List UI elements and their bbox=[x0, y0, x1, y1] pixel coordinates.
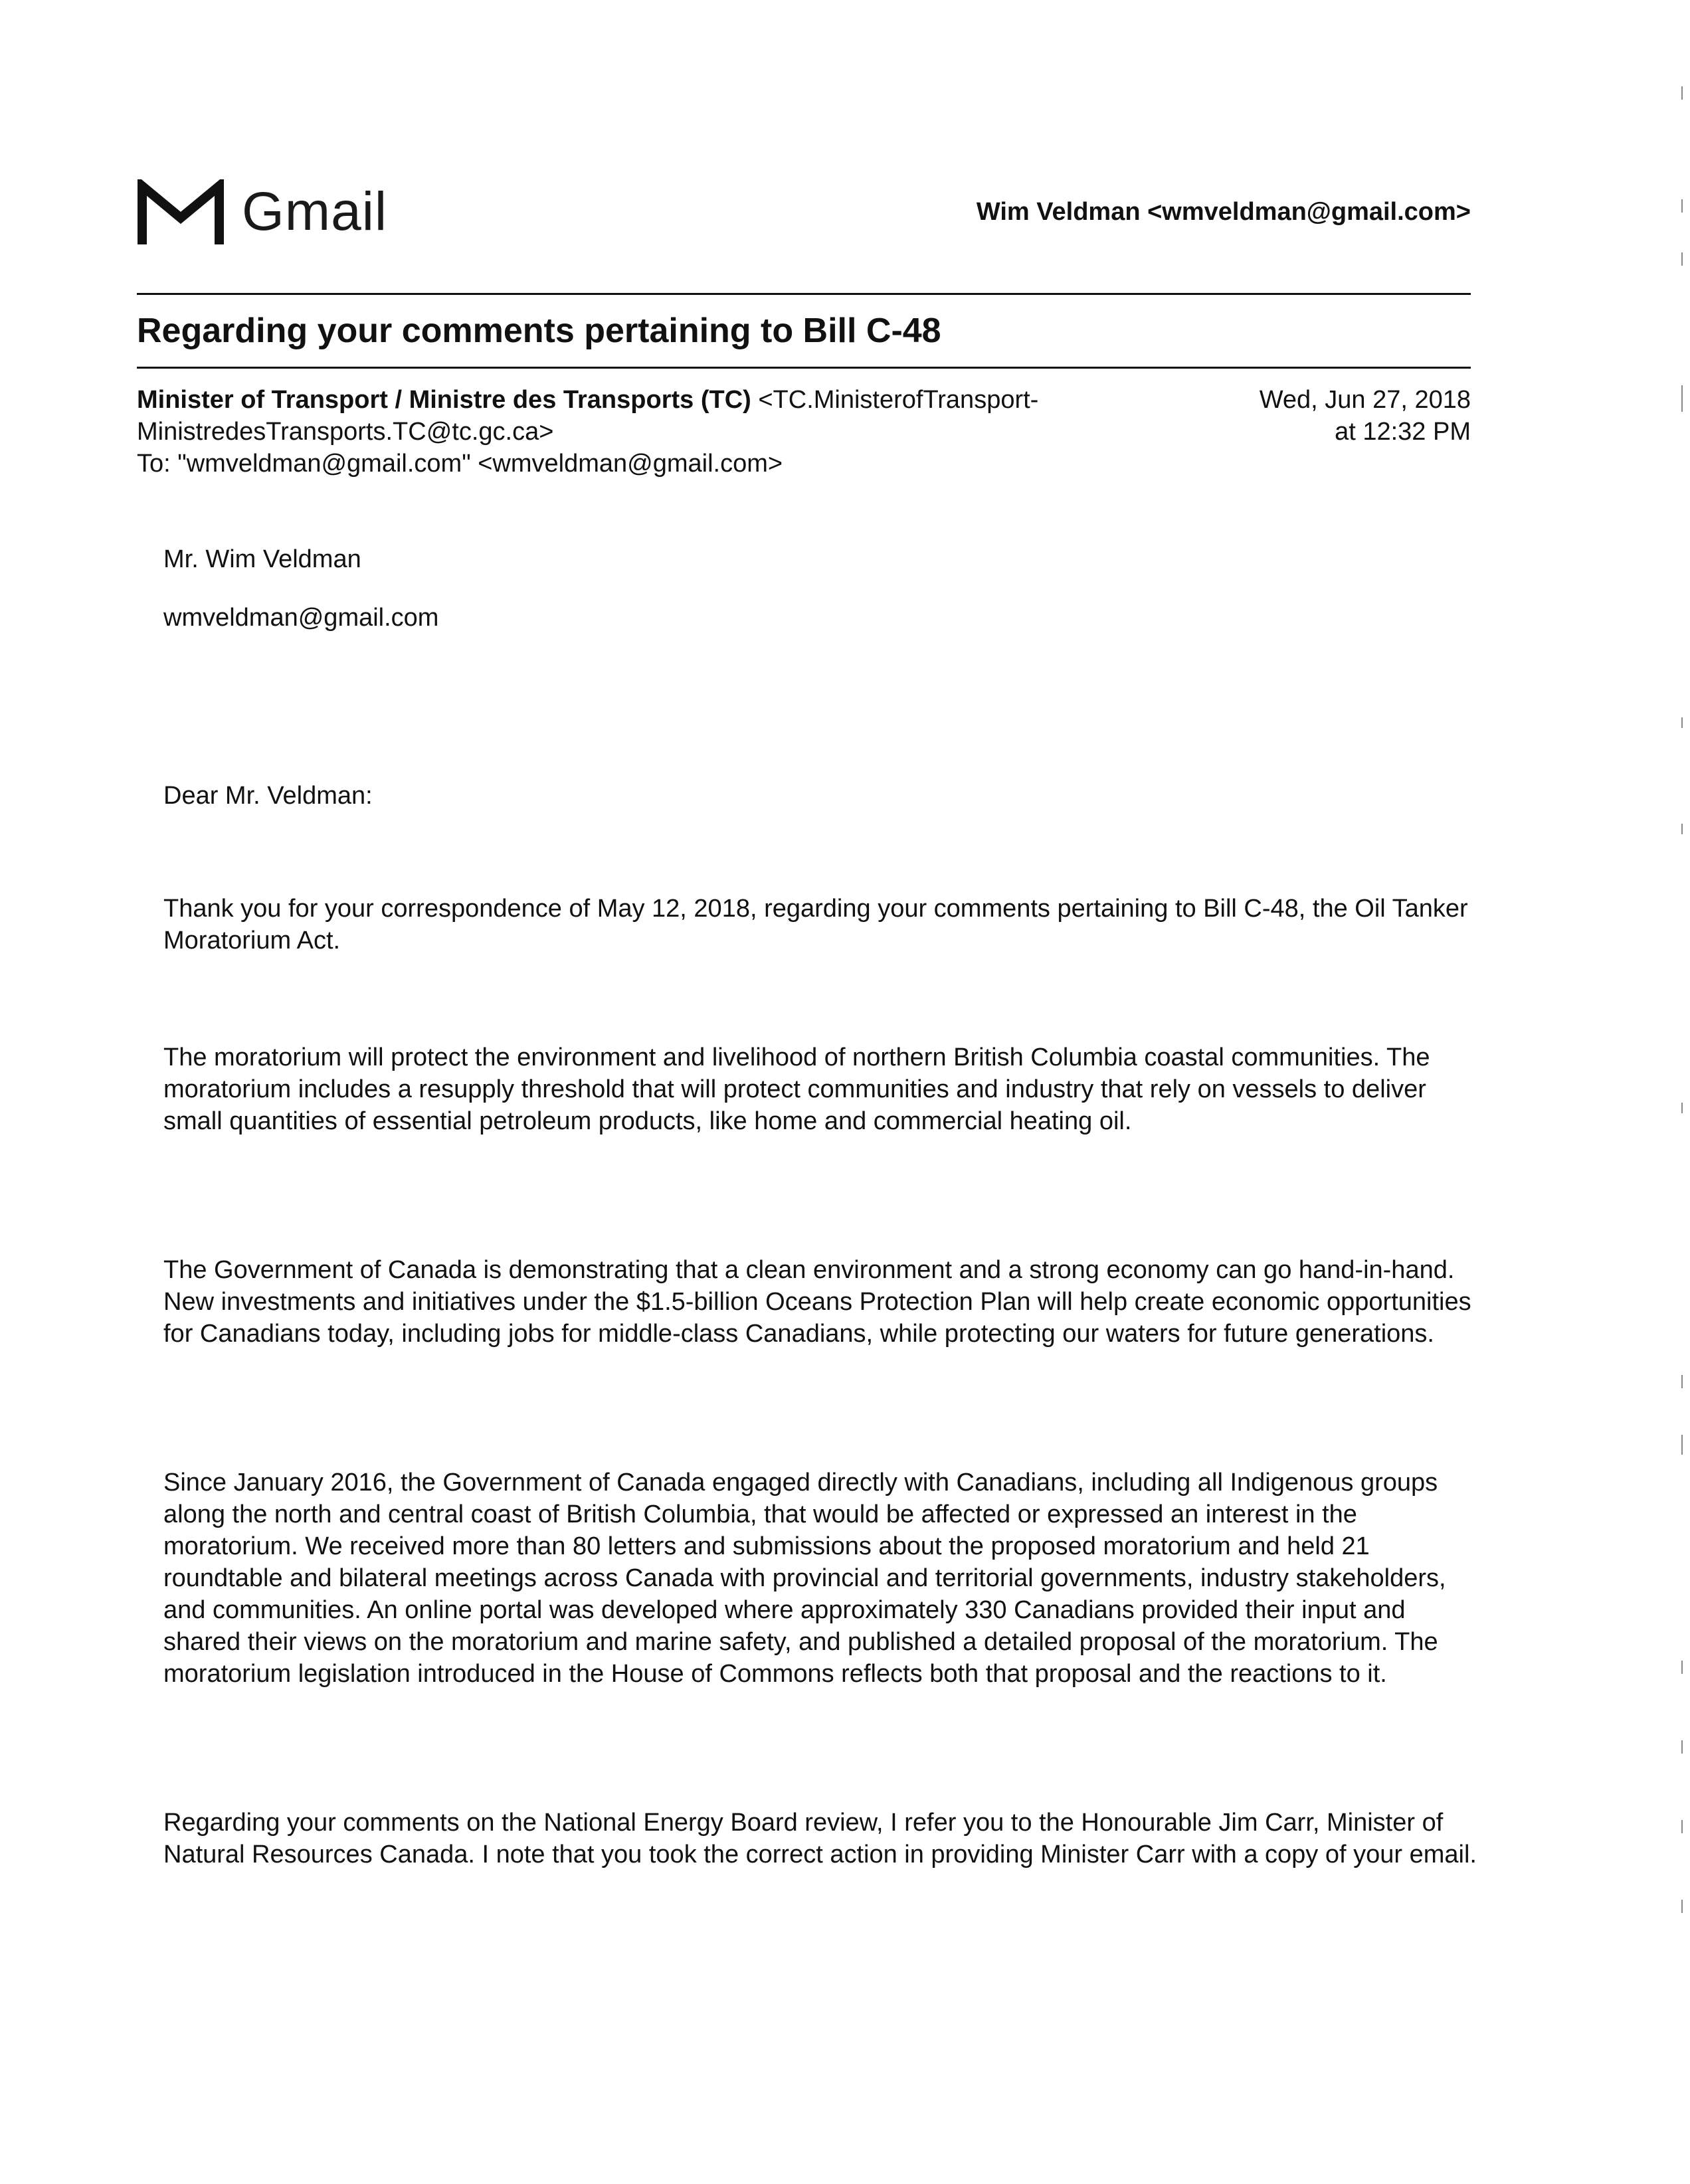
date-line: Wed, Jun 27, 2018 bbox=[1259, 386, 1471, 414]
paragraph-text: Regarding your comments on the National Energy Board review, I refer you to the Honourable Jim Carr, Minister of Natural Resources Canada. I note that you took the correct action in providing Minister Carr with a copy of your email. bbox=[163, 1809, 1477, 1868]
account-identity: Wim Veldman <wmveldman@gmail.com> bbox=[976, 198, 1471, 226]
message-meta bbox=[137, 384, 1173, 480]
paragraph-text: The Government of Canada is demonstrating that a clean environment and a strong economy can go hand-in-hand. New investments and initiatives under the $1.5-billion Oceans Protection Plan will help create economic opportunities for Canadians today, including jobs for middle-class Canadians, while protecting our waters for future generations. bbox=[163, 1256, 1471, 1348]
letter-salutation bbox=[163, 780, 1479, 812]
email-subject: Regarding your comments pertaining to Bill C-48 bbox=[137, 312, 941, 350]
letter-paragraph-2 bbox=[163, 1042, 1479, 1137]
sender-name: Minister of Transport / Ministre des Transports (TC) bbox=[137, 386, 751, 414]
subject-divider bbox=[137, 367, 1471, 369]
letter-paragraph-3 bbox=[163, 1254, 1479, 1350]
gmail-logo bbox=[137, 179, 387, 244]
time-line: at 12:32 PM bbox=[1335, 418, 1471, 446]
letter-paragraph-4 bbox=[163, 1467, 1479, 1690]
gmail-logo-text: Gmail bbox=[242, 181, 388, 242]
letter-recipient-name bbox=[163, 543, 1479, 575]
letter-recipient-email bbox=[163, 602, 1479, 634]
recipient-name-text: Mr. Wim Veldman bbox=[163, 545, 361, 573]
letter-paragraph-5 bbox=[163, 1807, 1479, 1870]
sender-address-part1: <TC.MinisterofTransport- bbox=[751, 386, 1039, 414]
recipient-line: To: "wmveldman@gmail.com" <wmveldman@gmail.com> bbox=[137, 450, 783, 478]
paragraph-text: The moratorium will protect the environment and livelihood of northern British Columbia coastal communities. The moratorium includes a resupply threshold that will protect communities and industry that rely on vessels to deliver small quantities of essential petroleum products, like home and commercial heating oil. bbox=[163, 1044, 1430, 1135]
header-divider bbox=[137, 293, 1471, 295]
gmail-m-icon bbox=[137, 179, 225, 244]
salutation-text: Dear Mr. Veldman: bbox=[163, 782, 373, 810]
letter-paragraph-1 bbox=[163, 893, 1479, 956]
paragraph-text: Since January 2016, the Government of Canada engaged directly with Canadians, including all Indigenous groups along the north and central coast of British Columbia, that would be affected or expressed an interest in the moratorium. We received more than 80 letters and submissions about the proposed moratorium and held 21 roundtable and bilateral meetings across Canada with provincial and territorial governments, industry stakeholders, and communities. An online portal was developed where approximately 330 Canadians provided their input and shared their views on the moratorium and marine safety, and published a detailed proposal of the moratorium. The moratorium legislation introduced in the House of Commons reflects both that proposal and the reactions to it. bbox=[163, 1469, 1446, 1688]
scan-margin-artifacts bbox=[1670, 0, 1690, 2184]
recipient-email-text: wmveldman@gmail.com bbox=[163, 604, 439, 632]
paragraph-text: Thank you for your correspondence of May 12, 2018, regarding your comments pertaining to Bill C-48, the Oil Tanker Moratorium Act. bbox=[163, 895, 1468, 955]
message-date bbox=[1260, 384, 1471, 448]
sender-line bbox=[137, 384, 1173, 416]
sender-address-part2: MinistredesTransports.TC@tc.gc.ca> bbox=[137, 418, 554, 446]
